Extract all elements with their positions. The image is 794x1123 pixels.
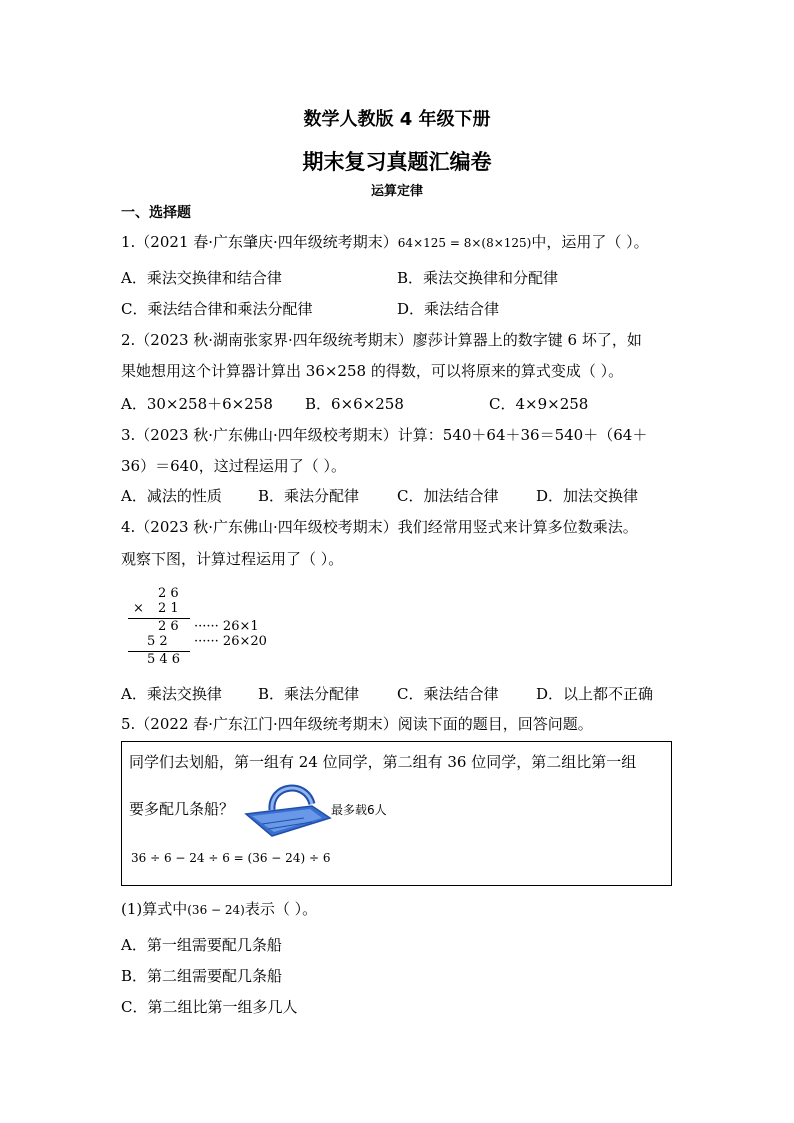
q1-option-a: A．乘法交换律和结合律	[121, 269, 282, 287]
q4-stem-line1: 4.（2023 秋·广东佛山·四年级校考期末）我们经常用竖式来计算多位数乘法。	[121, 518, 638, 536]
multiplier: 2 1	[158, 601, 179, 616]
q5-sub1-formula: (36 − 24)	[187, 903, 245, 917]
q1-option-d: D．乘法结合律	[397, 300, 500, 318]
q4-option-d: D．以上都不正确	[536, 685, 654, 703]
boat-caption: 最多载6人	[331, 803, 387, 817]
partial-note-2: ······ 26×20	[194, 634, 267, 649]
boat-icon	[242, 778, 334, 840]
q4-stem-line2: 观察下图，计算过程运用了（ ）。	[121, 550, 344, 568]
q5-option-a: A．第一组需要配几条船	[121, 936, 282, 954]
question-1-stem	[121, 232, 649, 253]
q1-stem-prefix: 1.（2021 春·广东肇庆·四年级统考期末）	[121, 233, 398, 251]
q5-option-c: C．第二组比第一组多几人	[121, 998, 298, 1016]
q5-sub1-stem	[121, 899, 317, 920]
q3-stem-line2: 36）＝640，这过程运用了（ ）。	[121, 457, 346, 475]
q1-stem-suffix: 中，运用了（ ）。	[531, 233, 649, 251]
partial-product-1: 2 6	[158, 619, 179, 634]
q2-stem-line2: 果她想用这个计算器计算出 36×258 的得数，可以将原来的算式变成（ ）。	[121, 362, 624, 380]
product-result: 5 4 6	[147, 652, 181, 667]
q2-option-c: C．4×9×258	[489, 395, 589, 413]
q5-stem: 5.（2022 春·广东江门·四年级统考期末）阅读下面的题目，回答问题。	[121, 715, 593, 733]
q4-option-c: C．乘法结合律	[397, 685, 499, 703]
q2-stem-line1: 2.（2023 秋·湖南张家界·四年级统考期末）廖莎计算器上的数字键 6 坏了，如	[121, 331, 642, 349]
q4-option-b: B．乘法分配律	[258, 685, 360, 703]
q1-option-c: C．乘法结合律和乘法分配律	[121, 300, 313, 318]
box-text-line1: 同学们去划船，第一组有 24 位同学，第二组有 36 位同学，第二组比第一组	[129, 753, 637, 771]
times-sign: ×	[133, 601, 144, 616]
partial-product-2: 5 2	[147, 634, 168, 649]
q3-option-b: B．乘法分配律	[258, 487, 360, 505]
q1-formula: 64×125 = 8×(8×125)	[397, 236, 532, 250]
box-formula: 36 ÷ 6 − 24 ÷ 6 = (36 − 24) ÷ 6	[131, 851, 331, 865]
q5-option-b: B．第二组需要配几条船	[121, 967, 283, 985]
box-text-line2: 要多配几条船？	[129, 800, 235, 818]
q5-sub1-prefix: (1)算式中	[121, 900, 188, 918]
q2-option-a: A．30×258＋6×258	[121, 395, 273, 413]
q1-option-b: B．乘法交换律和分配律	[397, 269, 559, 287]
q4-option-a: A．乘法交换律	[121, 685, 222, 703]
multiplicand: 2 6	[158, 586, 179, 601]
partial-note-1: ······ 26×1	[194, 619, 259, 634]
q2-option-b: B．6×6×258	[305, 395, 404, 413]
paper-title: 数学人教版 4 年级下册	[303, 109, 491, 130]
section-heading: 一、选择题	[121, 205, 191, 221]
q3-option-d: D．加法交换律	[536, 487, 639, 505]
q3-option-c: C．加法结合律	[397, 487, 499, 505]
paper-subtitle: 期末复习真题汇编卷	[302, 150, 492, 174]
paper-topic: 运算定律	[370, 184, 423, 199]
q5-sub1-suffix: 表示（ ）。	[244, 900, 318, 918]
q3-stem-line1: 3.（2023 秋·广东佛山·四年级校考期末）计算：540＋64＋36＝540＋（64＋	[121, 426, 648, 444]
q5-problem-box	[121, 741, 672, 886]
q3-option-a: A．减法的性质	[121, 487, 222, 505]
